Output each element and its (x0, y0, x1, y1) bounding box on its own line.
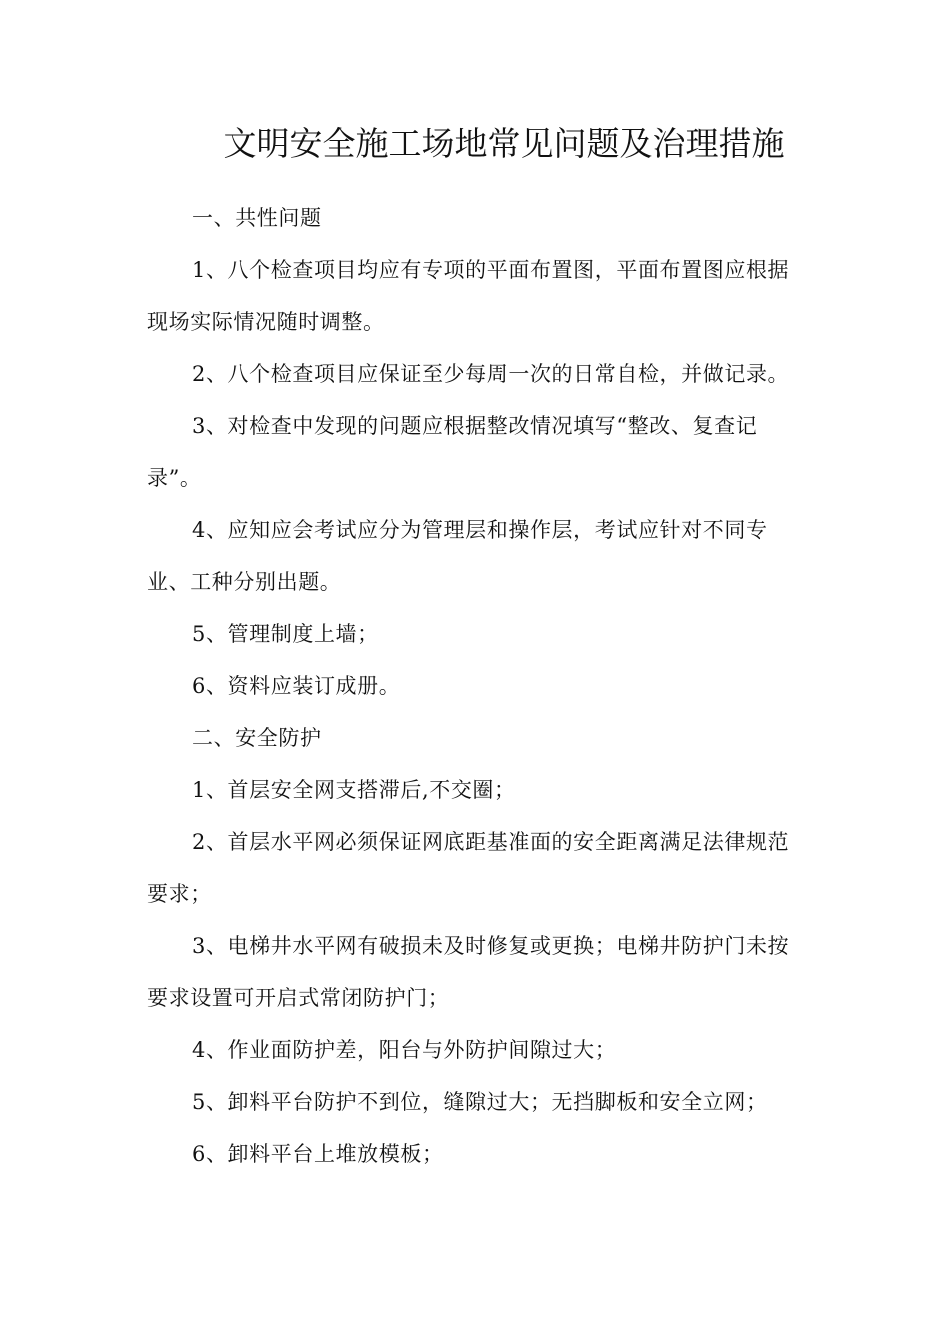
document-title: 文明安全施工场地常见问题及治理措施 (223, 124, 785, 163)
paragraph: 6、卸料平台上堆放模板； (192, 1142, 444, 1166)
paragraph: 6、资料应装订成册。 (192, 674, 401, 698)
paragraph: 2、首层水平网必须保证网底距基准面的安全距离满足法律规范要求； (147, 830, 790, 906)
paragraph: 3、电梯井水平网有破损未及时修复或更换；电梯井防护门未按要求设置可开启式常闭防护门； (147, 934, 790, 1010)
paragraph: 4、作业面防护差，阳台与外防护间隙过大； (192, 1038, 617, 1062)
paragraph: 4、应知应会考试应分为管理层和操作层，考试应针对不同专业、工种分别出题。 (147, 518, 768, 594)
document-body (147, 192, 797, 1180)
paragraph: 3、对检查中发现的问题应根据整改情况填写“整改、复查记录”。 (147, 414, 758, 490)
paragraph: 5、管理制度上墙； (192, 622, 379, 646)
paragraph: 1、首层安全网支搭滞后,不交圈； (192, 778, 516, 802)
section-heading: 二、安全防护 (192, 726, 322, 750)
paragraph: 1、八个检查项目均应有专项的平面布置图，平面布置图应根据现场实际情况随时调整。 (147, 258, 790, 334)
section-heading: 一、共性问题 (192, 206, 322, 230)
paragraph: 5、卸料平台防护不到位，缝隙过大；无挡脚板和安全立网； (192, 1090, 768, 1114)
paragraph: 2、八个检查项目应保证至少每周一次的日常自检，并做记录。 (192, 362, 790, 386)
